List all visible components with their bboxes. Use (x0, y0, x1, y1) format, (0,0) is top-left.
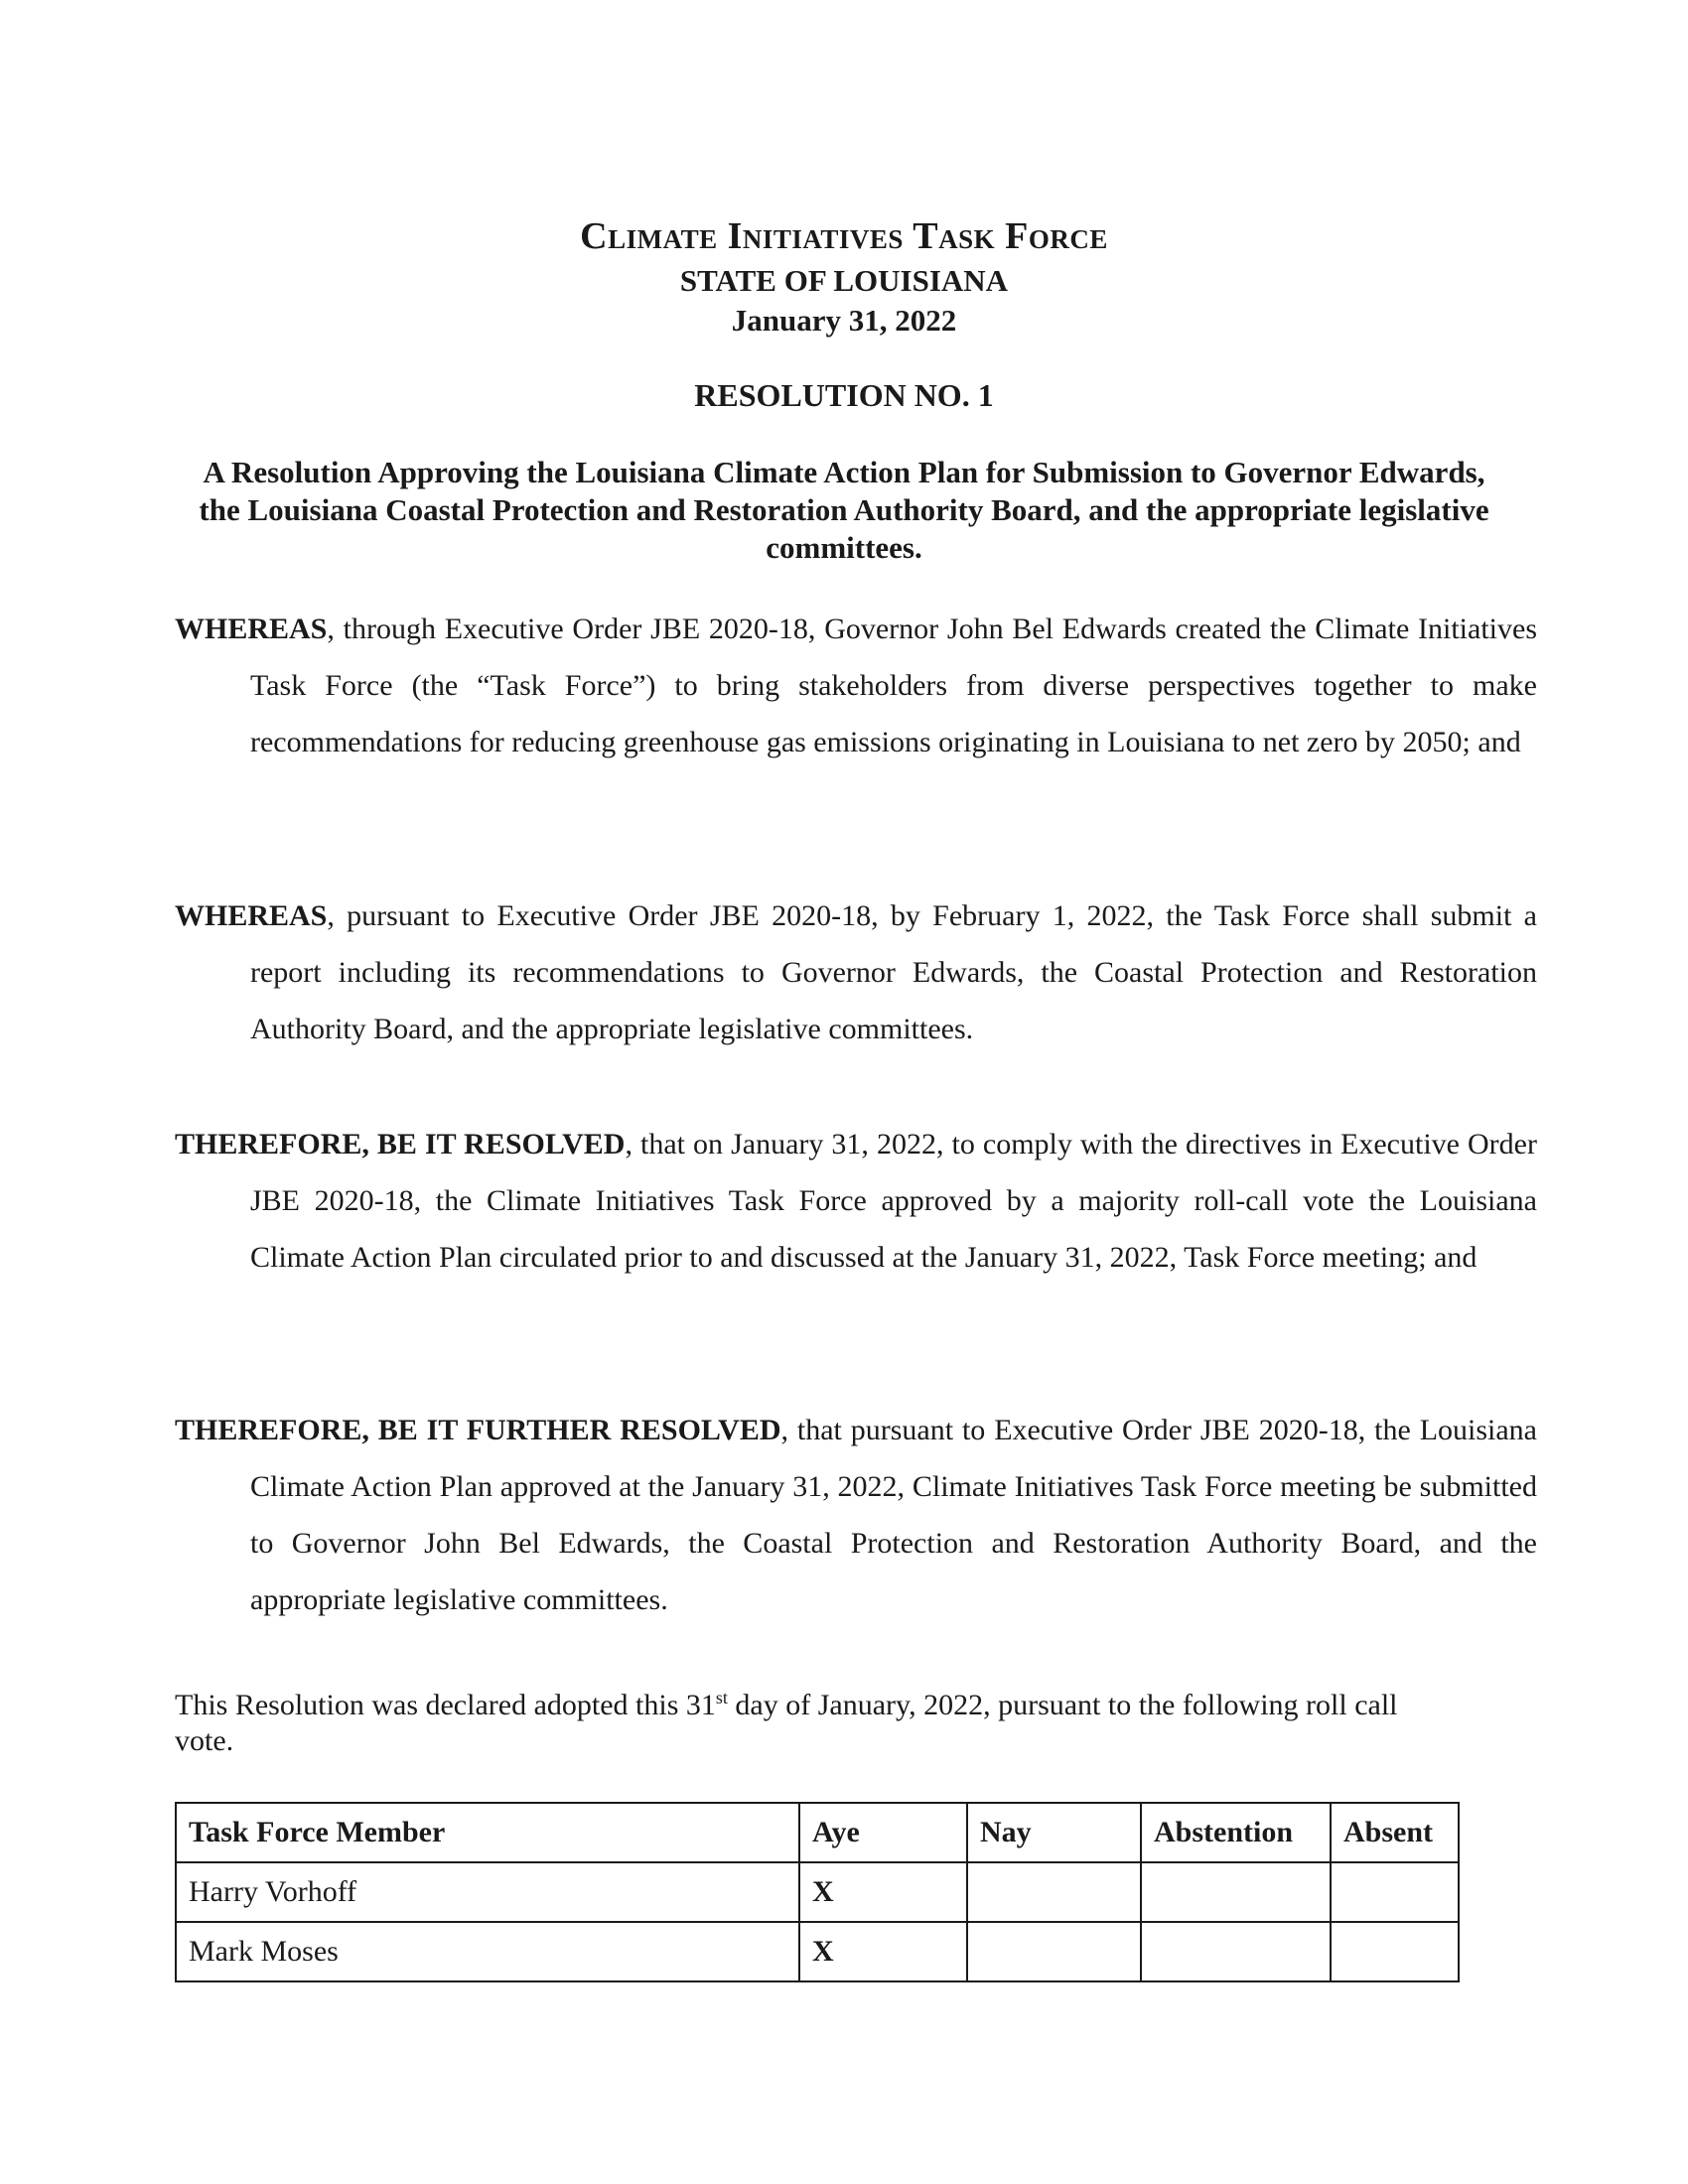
adoption-text-before: This Resolution was declared adopted this 31 (175, 1689, 716, 1721)
table-row (176, 1922, 1459, 1981)
header-nay: Nay (967, 1803, 1141, 1862)
adoption-ordinal-suffix: st (715, 1688, 728, 1707)
absent-cell (1331, 1922, 1459, 1981)
state-heading: STATE OF LOUISIANA (679, 263, 1009, 298)
clause-text: , through Executive Order JBE 2020-18, Governor John Bel Edwards created the Climate Initiatives Task Force (the “Task Force”) to bring stakeholders from diverse perspectives together to make recommendations for reducing greenhouse gas emissions originating in Louisiana to net zero by 2050; and (250, 613, 1537, 758)
nay-cell (967, 1862, 1141, 1922)
table-header-row (176, 1803, 1459, 1862)
aye-cell: X (799, 1862, 967, 1922)
clause-text: , that pursuant to Executive Order JBE 2020-18, the Louisiana Climate Action Plan approved at the January 31, 2022, Climate Initiatives Task Force meeting be submitted to Governor John Bel Edwards, the Coastal Protection and Restoration Authority Board, and the appropriate legislative committees. (250, 1414, 1537, 1616)
clause-lead: WHEREAS (175, 899, 328, 932)
header-abstention: Abstention (1141, 1803, 1331, 1862)
abstention-cell (1141, 1862, 1331, 1922)
resolution-number: RESOLUTION NO. 1 (694, 377, 994, 413)
clause-whereas-2 (175, 887, 1537, 1057)
roll-call-table (175, 1802, 1460, 1982)
resolution-subject: A Resolution Approving the Louisiana Climate Action Plan for Submission to Governor Edwards, the Louisiana Coastal Protection and Restoration Authority Board, and the appropriate legislative committees. (199, 455, 1489, 565)
clause-text: , that on January 31, 2022, to comply with the directives in Executive Order JBE 2020-18, the Climate Initiatives Task Force approved by a majority roll-call vote the Louisiana Climate Action Plan circulated prior to and discussed at the January 31, 2022, Task Force meeting; and (250, 1128, 1537, 1274)
nay-cell (967, 1922, 1141, 1981)
aye-cell: X (799, 1922, 967, 1981)
clause-lead: THEREFORE, BE IT RESOLVED (175, 1128, 626, 1160)
member-name: Mark Moses (176, 1922, 799, 1981)
header-member: Task Force Member (176, 1803, 799, 1862)
abstention-cell (1141, 1922, 1331, 1981)
date-heading: January 31, 2022 (731, 303, 957, 338)
clause-text: , pursuant to Executive Order JBE 2020-18, by February 1, 2022, the Task Force shall submit a report including its recommendations to Governor Edwards, the Coastal Protection and Restoration Authority Board, and the appropriate legislative committees. (250, 899, 1537, 1045)
clause-whereas-1 (175, 601, 1537, 770)
clause-lead: WHEREAS (175, 613, 328, 645)
absent-cell (1331, 1862, 1459, 1922)
clause-resolved (175, 1116, 1537, 1286)
adoption-statement (175, 1688, 1462, 1759)
member-name: Harry Vorhoff (176, 1862, 799, 1922)
table-row (176, 1862, 1459, 1922)
header-aye: Aye (799, 1803, 967, 1862)
clause-lead: THEREFORE, BE IT FURTHER RESOLVED (175, 1414, 781, 1446)
clause-further-resolved (175, 1402, 1537, 1628)
page-title: Climate Initiatives Task Force (580, 215, 1108, 257)
adoption-text-after: day of January, 2022, pursuant to the following roll call vote. (175, 1689, 1398, 1757)
header-absent: Absent (1331, 1803, 1459, 1862)
